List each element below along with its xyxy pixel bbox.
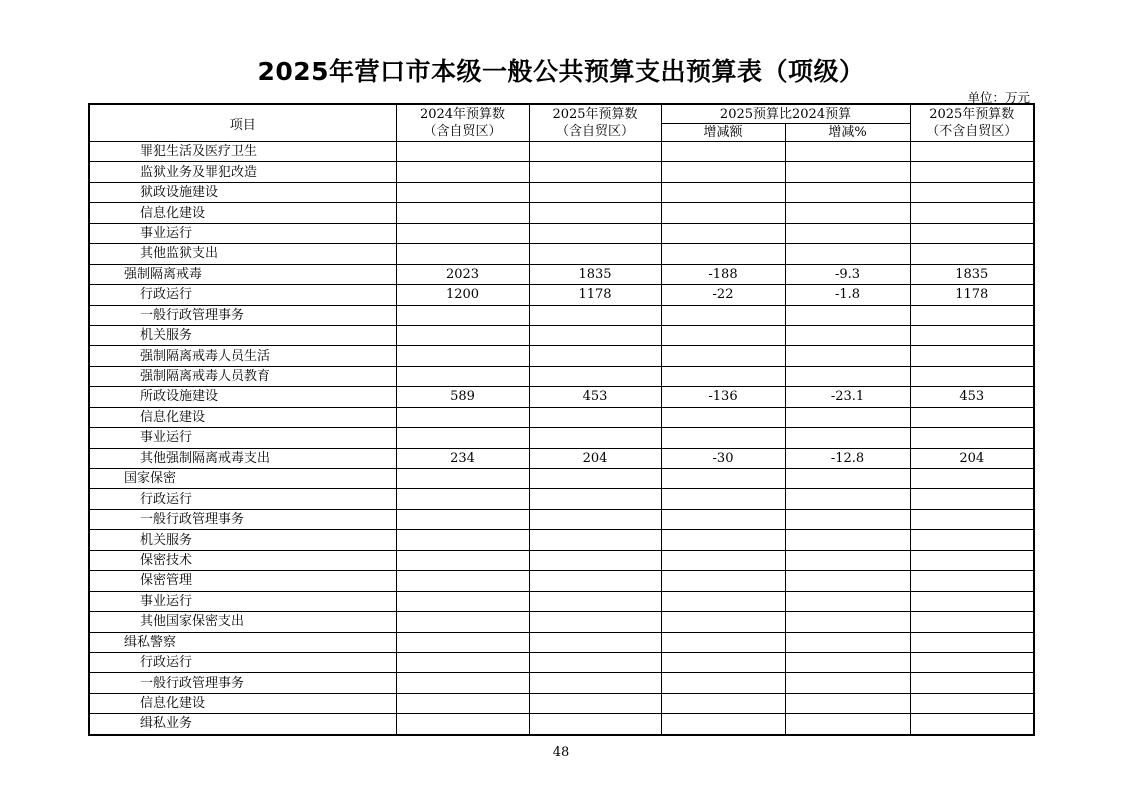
- cell-2025-excl: 1178: [910, 285, 1034, 305]
- cell-item-name: 一般行政管理事务: [89, 509, 396, 529]
- cell-change-pct: [785, 182, 910, 202]
- table-row: [89, 223, 1034, 243]
- table-row: [89, 509, 1034, 529]
- cell-2025-budget: [529, 428, 661, 448]
- cell-change-pct: [785, 612, 910, 632]
- cell-2024-budget: [396, 509, 529, 529]
- page-number: 48: [552, 745, 570, 760]
- table-row: [89, 489, 1034, 509]
- cell-2025-excl: [910, 346, 1034, 366]
- cell-change-amount: [661, 571, 785, 591]
- table-row: [89, 305, 1034, 325]
- cell-2024-budget: [396, 407, 529, 427]
- cell-2025-excl: [910, 469, 1034, 489]
- table-row: [89, 285, 1034, 305]
- cell-item-name: 所政设施建设: [89, 387, 396, 407]
- cell-change-amount: [661, 693, 785, 713]
- cell-item-name: 其他监狱支出: [89, 244, 396, 264]
- cell-change-pct: -23.1: [785, 387, 910, 407]
- cell-change-pct: [785, 509, 910, 529]
- cell-change-amount: [661, 325, 785, 345]
- table-row: [89, 469, 1034, 489]
- table-row: [89, 244, 1034, 264]
- cell-change-amount: [661, 162, 785, 182]
- cell-2025-excl: [910, 571, 1034, 591]
- table-row: [89, 162, 1034, 182]
- table-row: [89, 182, 1034, 202]
- table-row: [89, 652, 1034, 672]
- header-2025-line2: （含自贸区）: [555, 124, 634, 139]
- table-row: [89, 325, 1034, 345]
- cell-2024-budget: [396, 223, 529, 243]
- header-change-pct: 增减%: [785, 124, 910, 142]
- cell-2025-budget: [529, 182, 661, 202]
- cell-change-pct: -1.8: [785, 285, 910, 305]
- cell-change-pct: [785, 428, 910, 448]
- cell-change-pct: [785, 469, 910, 489]
- cell-2025-budget: [529, 714, 661, 735]
- cell-2025-budget: [529, 162, 661, 182]
- table-row: [89, 448, 1034, 468]
- cell-2024-budget: [396, 612, 529, 632]
- cell-change-amount: [661, 244, 785, 264]
- cell-change-pct: [785, 591, 910, 611]
- cell-2025-excl: [910, 162, 1034, 182]
- cell-2024-budget: [396, 428, 529, 448]
- table-row: [89, 673, 1034, 693]
- cell-2025-excl: [910, 428, 1034, 448]
- cell-2025-excl: [910, 652, 1034, 672]
- table-row: [89, 142, 1034, 162]
- cell-2024-budget: 589: [396, 387, 529, 407]
- cell-change-amount: [661, 509, 785, 529]
- cell-change-amount: [661, 407, 785, 427]
- cell-item-name: 缉私业务: [89, 714, 396, 735]
- cell-change-pct: [785, 571, 910, 591]
- cell-2025-excl: [910, 203, 1034, 223]
- cell-2025-budget: 453: [529, 387, 661, 407]
- cell-2025-excl: [910, 530, 1034, 550]
- unit-label: 单位：万元: [967, 90, 1030, 105]
- cell-2025-excl: [910, 550, 1034, 570]
- table-row: [89, 714, 1034, 735]
- cell-item-name: 罪犯生活及医疗卫生: [89, 142, 396, 162]
- cell-item-name: 信息化建设: [89, 407, 396, 427]
- header-compare: 2025预算比2024预算: [661, 104, 910, 124]
- cell-2025-excl: [910, 612, 1034, 632]
- cell-item-name: 事业运行: [89, 428, 396, 448]
- cell-2025-excl: [910, 182, 1034, 202]
- cell-2025-budget: 1835: [529, 264, 661, 284]
- cell-item-name: 行政运行: [89, 285, 396, 305]
- cell-change-amount: -30: [661, 448, 785, 468]
- cell-2025-excl: [910, 489, 1034, 509]
- cell-2025-budget: [529, 612, 661, 632]
- table-row: [89, 428, 1034, 448]
- cell-2025-excl: [910, 223, 1034, 243]
- cell-2025-excl: [910, 591, 1034, 611]
- header-2025-excl: [910, 104, 1034, 142]
- cell-2025-budget: [529, 142, 661, 162]
- cell-change-amount: [661, 489, 785, 509]
- cell-change-pct: [785, 673, 910, 693]
- cell-2024-budget: [396, 182, 529, 202]
- cell-2024-budget: [396, 469, 529, 489]
- cell-item-name: 一般行政管理事务: [89, 305, 396, 325]
- cell-change-amount: -188: [661, 264, 785, 284]
- cell-item-name: 保密技术: [89, 550, 396, 570]
- cell-change-pct: [785, 346, 910, 366]
- cell-2025-budget: [529, 366, 661, 386]
- header-2025-budget: [529, 104, 661, 142]
- cell-change-amount: [661, 550, 785, 570]
- cell-2025-excl: [910, 693, 1034, 713]
- table-row: [89, 632, 1034, 652]
- cell-change-amount: [661, 346, 785, 366]
- cell-2025-budget: [529, 305, 661, 325]
- cell-item-name: 行政运行: [89, 489, 396, 509]
- cell-2024-budget: [396, 714, 529, 735]
- header-change-amount: 增减额: [661, 124, 785, 142]
- cell-2025-budget: [529, 346, 661, 366]
- cell-2024-budget: [396, 142, 529, 162]
- header-2025ex-line2: （不含自贸区）: [926, 124, 1018, 139]
- table-row: [89, 612, 1034, 632]
- cell-change-pct: [785, 693, 910, 713]
- cell-change-pct: [785, 714, 910, 735]
- cell-change-pct: [785, 550, 910, 570]
- cell-item-name: 行政运行: [89, 652, 396, 672]
- cell-2025-excl: [910, 509, 1034, 529]
- header-2025ex-line1: 2025年预算数: [929, 107, 1015, 122]
- cell-2024-budget: [396, 203, 529, 223]
- cell-2025-excl: [910, 305, 1034, 325]
- table-row: [89, 407, 1034, 427]
- table-header: [89, 104, 1034, 142]
- cell-2025-excl: [910, 244, 1034, 264]
- cell-2024-budget: [396, 571, 529, 591]
- cell-item-name: 机关服务: [89, 530, 396, 550]
- cell-change-pct: [785, 489, 910, 509]
- cell-item-name: 强制隔离戒毒: [89, 264, 396, 284]
- cell-change-pct: [785, 162, 910, 182]
- cell-2024-budget: [396, 346, 529, 366]
- cell-2024-budget: [396, 305, 529, 325]
- cell-2024-budget: [396, 244, 529, 264]
- cell-change-amount: [661, 632, 785, 652]
- cell-2024-budget: 2023: [396, 264, 529, 284]
- cell-change-pct: [785, 530, 910, 550]
- cell-2025-excl: [910, 673, 1034, 693]
- cell-item-name: 强制隔离戒毒人员生活: [89, 346, 396, 366]
- cell-change-pct: [785, 632, 910, 652]
- cell-2024-budget: [396, 652, 529, 672]
- cell-change-amount: [661, 305, 785, 325]
- table-row: [89, 366, 1034, 386]
- cell-2025-budget: [529, 673, 661, 693]
- cell-2025-excl: [910, 366, 1034, 386]
- cell-2024-budget: [396, 550, 529, 570]
- header-item: 项目: [89, 104, 396, 142]
- budget-table: [88, 103, 1035, 736]
- cell-change-amount: -136: [661, 387, 785, 407]
- cell-item-name: 机关服务: [89, 325, 396, 345]
- cell-change-amount: [661, 223, 785, 243]
- header-2024-budget: [396, 104, 529, 142]
- cell-2025-excl: 204: [910, 448, 1034, 468]
- cell-item-name: 狱政设施建设: [89, 182, 396, 202]
- cell-change-pct: [785, 652, 910, 672]
- table-row: [89, 591, 1034, 611]
- cell-item-name: 信息化建设: [89, 203, 396, 223]
- cell-change-amount: [661, 203, 785, 223]
- cell-change-amount: [661, 142, 785, 162]
- cell-2025-budget: [529, 571, 661, 591]
- cell-item-name: 国家保密: [89, 469, 396, 489]
- cell-item-name: 保密管理: [89, 571, 396, 591]
- table-row: [89, 203, 1034, 223]
- cell-change-pct: [785, 142, 910, 162]
- header-2024-line2: （含自贸区）: [423, 124, 502, 139]
- cell-item-name: 信息化建设: [89, 693, 396, 713]
- cell-2025-budget: [529, 652, 661, 672]
- cell-item-name: 其他强制隔离戒毒支出: [89, 448, 396, 468]
- cell-2025-excl: 453: [910, 387, 1034, 407]
- cell-2024-budget: [396, 366, 529, 386]
- cell-change-amount: [661, 366, 785, 386]
- cell-2025-budget: [529, 693, 661, 713]
- table-row: [89, 264, 1034, 284]
- cell-item-name: 其他国家保密支出: [89, 612, 396, 632]
- cell-change-amount: [661, 714, 785, 735]
- cell-2025-budget: [529, 530, 661, 550]
- cell-item-name: 监狱业务及罪犯改造: [89, 162, 396, 182]
- cell-item-name: 事业运行: [89, 591, 396, 611]
- table-body: [89, 142, 1034, 735]
- table-row: [89, 571, 1034, 591]
- cell-change-amount: [661, 469, 785, 489]
- cell-change-amount: -22: [661, 285, 785, 305]
- cell-2025-excl: 1835: [910, 264, 1034, 284]
- header-2025-line1: 2025年预算数: [552, 107, 638, 122]
- cell-2025-budget: [529, 203, 661, 223]
- cell-item-name: 强制隔离戒毒人员教育: [89, 366, 396, 386]
- cell-change-pct: [785, 305, 910, 325]
- cell-change-amount: [661, 428, 785, 448]
- cell-2024-budget: 234: [396, 448, 529, 468]
- cell-change-pct: [785, 223, 910, 243]
- cell-2025-excl: [910, 142, 1034, 162]
- cell-2025-budget: [529, 632, 661, 652]
- cell-item-name: 一般行政管理事务: [89, 673, 396, 693]
- cell-change-pct: [785, 325, 910, 345]
- page-title: 2025年营口市本级一般公共预算支出预算表（项级）: [257, 57, 865, 86]
- cell-2024-budget: [396, 530, 529, 550]
- cell-change-amount: [661, 182, 785, 202]
- cell-2025-budget: [529, 550, 661, 570]
- cell-2025-budget: [529, 489, 661, 509]
- cell-change-pct: [785, 203, 910, 223]
- cell-2025-excl: [910, 407, 1034, 427]
- cell-change-amount: [661, 591, 785, 611]
- cell-change-pct: [785, 366, 910, 386]
- cell-2024-budget: [396, 325, 529, 345]
- cell-2025-budget: [529, 223, 661, 243]
- cell-2025-budget: [529, 325, 661, 345]
- cell-2025-budget: [529, 591, 661, 611]
- cell-change-pct: [785, 407, 910, 427]
- cell-2025-excl: [910, 714, 1034, 735]
- cell-item-name: 缉私警察: [89, 632, 396, 652]
- table-row: [89, 346, 1034, 366]
- cell-2025-excl: [910, 325, 1034, 345]
- cell-2025-budget: [529, 509, 661, 529]
- cell-2024-budget: [396, 489, 529, 509]
- cell-item-name: 事业运行: [89, 223, 396, 243]
- cell-2024-budget: [396, 591, 529, 611]
- header-2024-line1: 2024年预算数: [419, 107, 506, 122]
- cell-2024-budget: [396, 673, 529, 693]
- cell-change-amount: [661, 612, 785, 632]
- cell-2025-budget: [529, 407, 661, 427]
- cell-2025-budget: [529, 469, 661, 489]
- cell-change-pct: -12.8: [785, 448, 910, 468]
- cell-2024-budget: [396, 693, 529, 713]
- cell-2025-budget: 1178: [529, 285, 661, 305]
- cell-2025-budget: 204: [529, 448, 661, 468]
- table-row: [89, 550, 1034, 570]
- cell-2025-budget: [529, 244, 661, 264]
- cell-change-amount: [661, 673, 785, 693]
- cell-change-amount: [661, 652, 785, 672]
- table-row: [89, 530, 1034, 550]
- cell-2024-budget: [396, 632, 529, 652]
- table-row: [89, 693, 1034, 713]
- cell-change-pct: -9.3: [785, 264, 910, 284]
- cell-change-amount: [661, 530, 785, 550]
- cell-change-pct: [785, 244, 910, 264]
- cell-2025-excl: [910, 632, 1034, 652]
- table-row: [89, 387, 1034, 407]
- cell-2024-budget: [396, 162, 529, 182]
- cell-2024-budget: 1200: [396, 285, 529, 305]
